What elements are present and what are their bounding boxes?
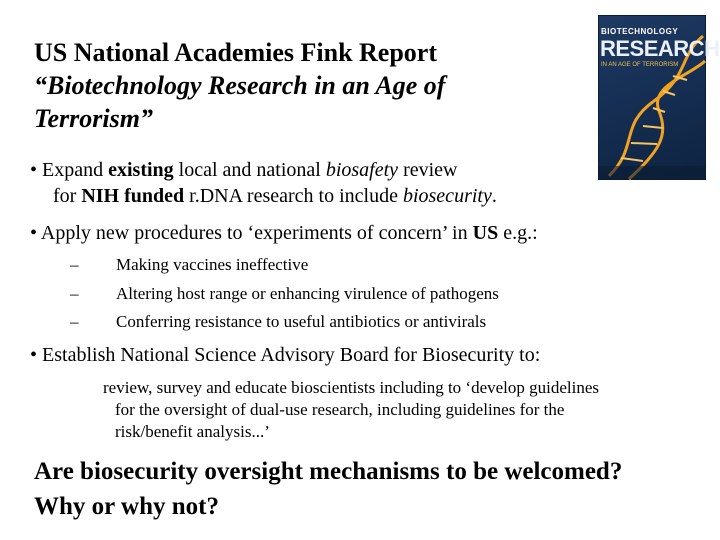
title-line-3: Terrorism”	[34, 104, 153, 133]
bullet-mark: •	[30, 222, 38, 244]
cover-top-text: BIOTECHNOLOGY	[601, 27, 679, 36]
quote-line-2: for the oversight of dual-use research, including guidelines for the	[115, 400, 565, 419]
cover-main-text: RESEARCH	[600, 36, 720, 61]
bullet-expand-continued: for NIH funded r.DNA research to include biosecurity.	[53, 185, 497, 207]
sub-bullet-item: – Making vaccines ineffective	[70, 255, 309, 274]
bullet-mark: •	[30, 159, 38, 181]
discussion-question	[34, 454, 622, 524]
bullet-mark: •	[30, 344, 38, 366]
slide-title	[34, 36, 594, 135]
title-line-1: US National Academies Fink Report	[34, 38, 437, 67]
report-cover-image	[598, 15, 720, 180]
bullet-apply: • Apply new procedures to ‘experiments of concern’ in US e.g.:	[30, 222, 538, 244]
quote-line-3: risk/benefit analysis...’	[115, 422, 270, 441]
sub-bullet-item: – Conferring resistance to useful antibiotics or antivirals	[70, 312, 487, 331]
sub-bullet-item: – Altering host range or enhancing virulence of pathogens	[70, 284, 499, 303]
title-line-2: “Biotechnology Research in an Age of	[34, 71, 446, 100]
cover-sub-text: IN AN AGE OF TERRORISM	[601, 62, 679, 68]
question-line-2: Why or why not?	[34, 493, 219, 520]
bullet-establish: • Establish National Science Advisory Board for Biosecurity to:	[30, 344, 541, 366]
quote-line-1: review, survey and educate bioscientists including to ‘develop guidelines	[103, 378, 600, 397]
question-line-1: Are biosecurity oversight mechanisms to be welcomed?	[34, 458, 623, 485]
bullet-expand: • Expand existing local and national biosafety review	[30, 159, 458, 181]
